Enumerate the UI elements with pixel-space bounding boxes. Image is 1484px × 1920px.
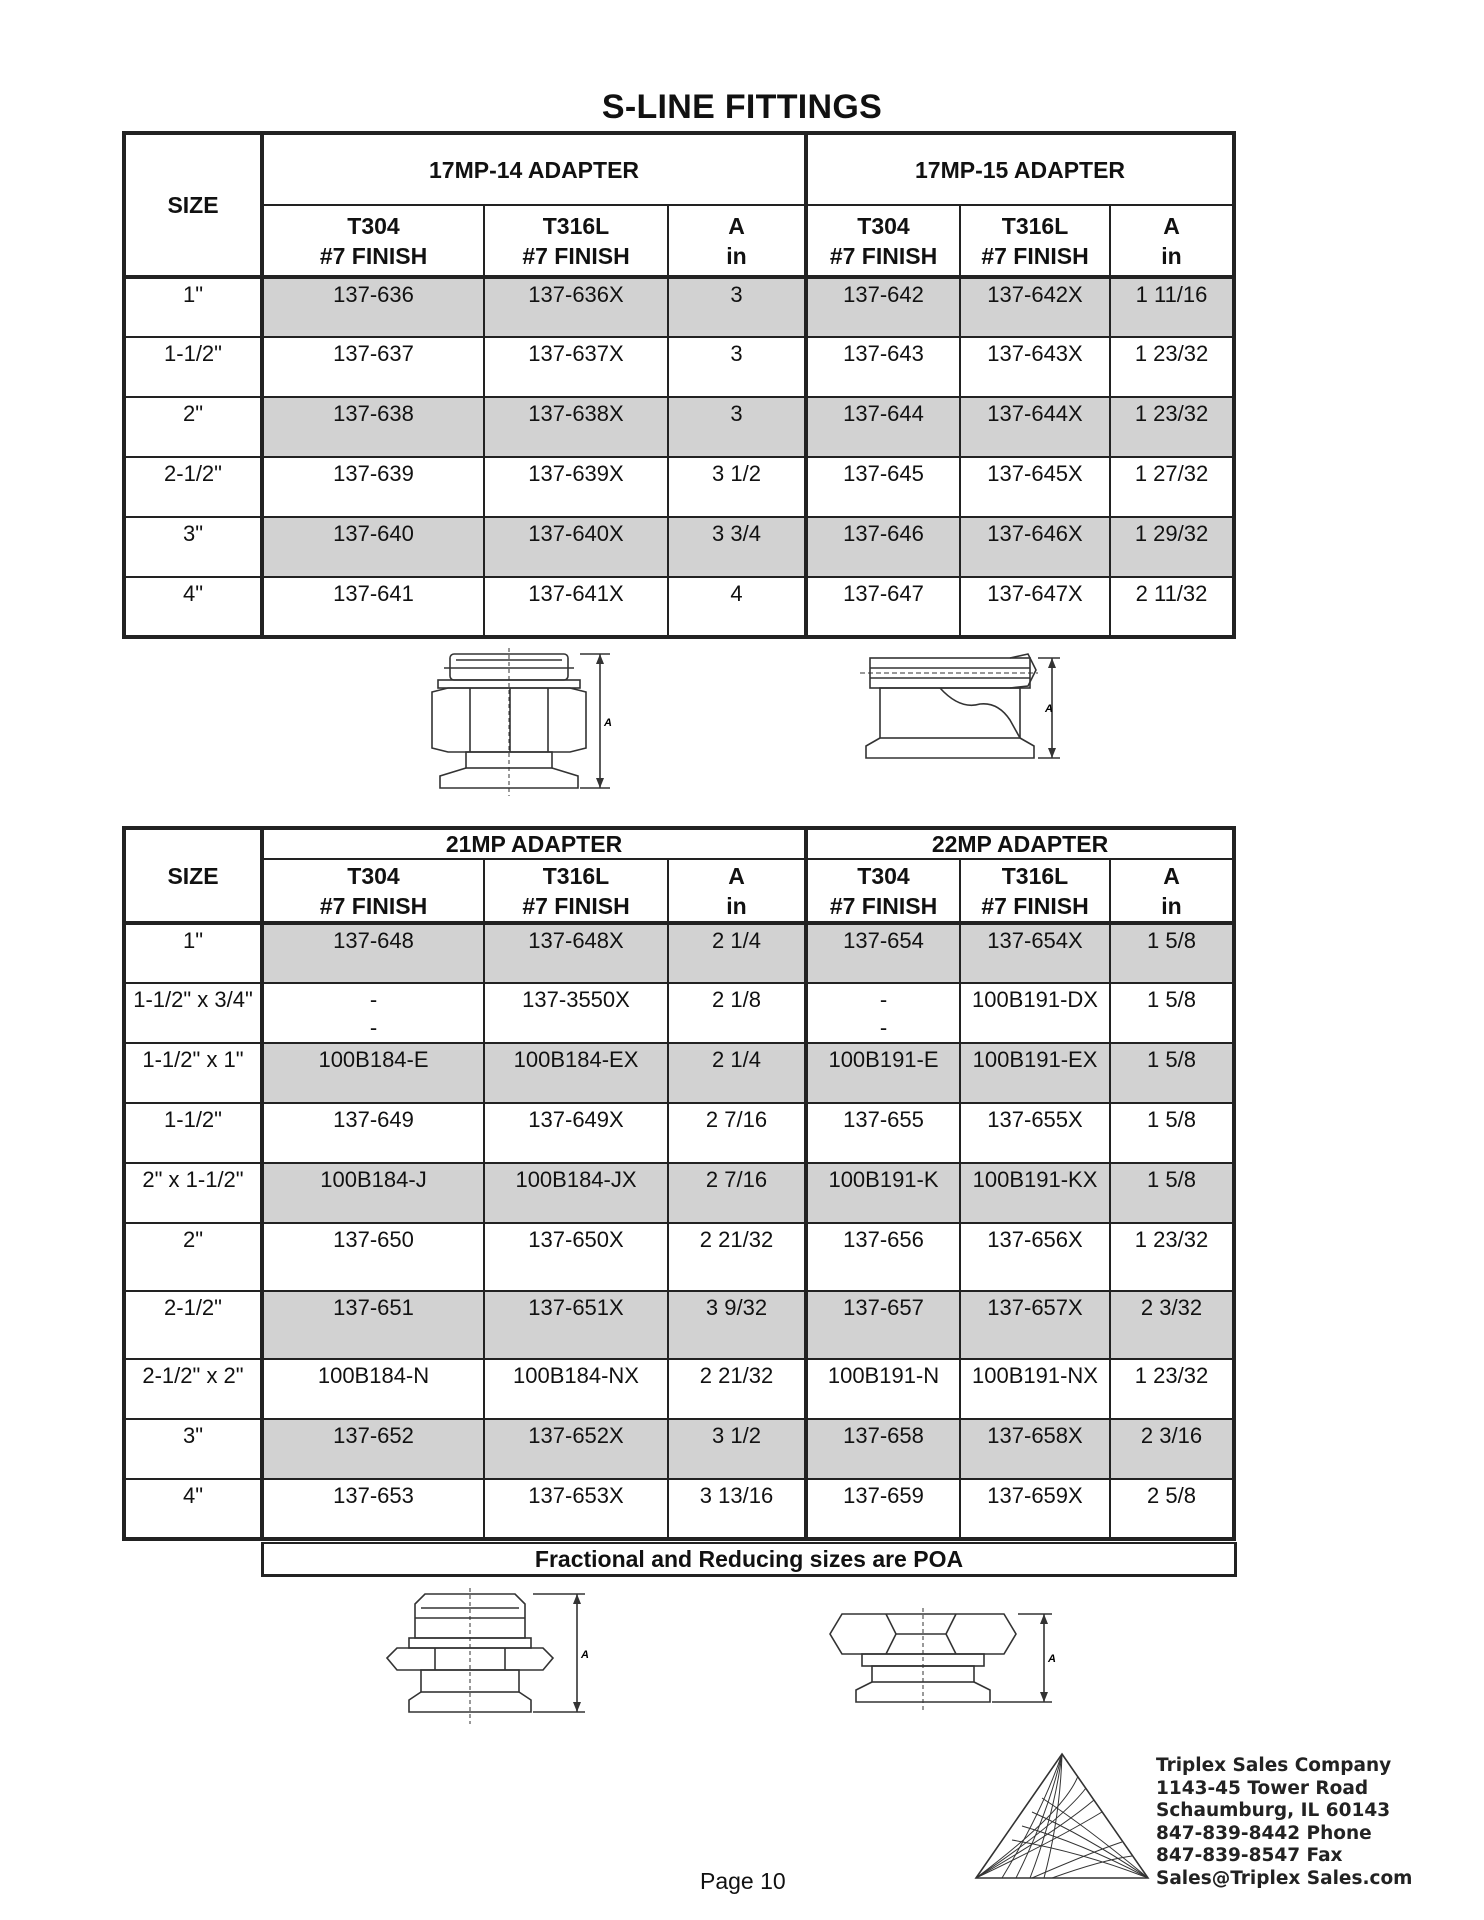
table-cell: 137-650X: [484, 1223, 668, 1291]
table-cell: 137-642X: [960, 277, 1110, 337]
size-cell: 1-1/2" x 1": [124, 1043, 262, 1103]
table-cell: 2 1/4: [668, 923, 806, 983]
column-header: T316L #7 FINISH: [960, 205, 1110, 277]
table-cell: 137-644X: [960, 397, 1110, 457]
table-cell: 137-646: [806, 517, 960, 577]
column-header: A in: [668, 205, 806, 277]
table-row: [124, 1479, 1234, 1539]
table-cell: 1 5/8: [1110, 923, 1234, 983]
table-cell: 137-655: [806, 1103, 960, 1163]
table-cell: 3 13/16: [668, 1479, 806, 1539]
table-cell: 1 5/8: [1110, 1103, 1234, 1163]
table-cell: 2 7/16: [668, 1163, 806, 1223]
table-cell: 137-636: [262, 277, 484, 337]
table-cell: 2 7/16: [668, 1103, 806, 1163]
table-cell: 1 11/16: [1110, 277, 1234, 337]
table-cell: 100B184-E: [262, 1043, 484, 1103]
table-cell: 137-654: [806, 923, 960, 983]
table-row: [124, 577, 1234, 637]
table-cell: 2 3/16: [1110, 1419, 1234, 1479]
size-cell: 2": [124, 1223, 262, 1291]
table-cell: 137-639X: [484, 457, 668, 517]
table-cell: 1 23/32: [1110, 337, 1234, 397]
table-row: [124, 1223, 1234, 1291]
table-cell: 100B184-N: [262, 1359, 484, 1419]
table-cell: 137-645X: [960, 457, 1110, 517]
table-cell: 137-647X: [960, 577, 1110, 637]
svg-text:A: A: [1048, 1653, 1056, 1665]
table-cell: 1 23/32: [1110, 1359, 1234, 1419]
table-cell: 2 3/32: [1110, 1291, 1234, 1359]
table-cell: 137-644: [806, 397, 960, 457]
table-row: [124, 1419, 1234, 1479]
size-header: SIZE: [124, 828, 262, 923]
svg-text:A: A: [604, 717, 612, 729]
table-cell: - -: [806, 983, 960, 1043]
column-header: T316L #7 FINISH: [484, 205, 668, 277]
size-cell: 1": [124, 277, 262, 337]
table-cell: 137-648: [262, 923, 484, 983]
svg-text:A: A: [581, 1649, 589, 1661]
size-header: SIZE: [124, 133, 262, 277]
triplex-logo-icon: [972, 1752, 1152, 1882]
size-cell: 2-1/2" x 2": [124, 1359, 262, 1419]
table-cell: 3 1/2: [668, 1419, 806, 1479]
company-address-line2: Schaumburg, IL 60143: [1156, 1800, 1391, 1821]
group-header-b: 22MP ADAPTER: [806, 828, 1234, 859]
page-title: S-LINE FITTINGS: [601, 88, 883, 126]
column-header: T304 #7 FINISH: [806, 859, 960, 923]
table-cell: 2 11/32: [1110, 577, 1234, 637]
table-row: [124, 1103, 1234, 1163]
table-21mp-22mp-adapters: [122, 826, 1236, 1541]
table-cell: 100B191-N: [806, 1359, 960, 1419]
table-cell: 100B191-DX: [960, 983, 1110, 1043]
column-header: T316L #7 FINISH: [484, 859, 668, 923]
table-cell: 137-655X: [960, 1103, 1110, 1163]
poa-footnote: Fractional and Reducing sizes are POA: [261, 1542, 1237, 1577]
table-cell: 4: [668, 577, 806, 637]
table-cell: 137-637: [262, 337, 484, 397]
table-cell: 3 3/4: [668, 517, 806, 577]
table-cell: 137-652X: [484, 1419, 668, 1479]
table-cell: 137-648X: [484, 923, 668, 983]
table-cell: 137-642: [806, 277, 960, 337]
table-row: [124, 1359, 1234, 1419]
size-cell: 4": [124, 577, 262, 637]
table-cell: 137-657: [806, 1291, 960, 1359]
page-number: Page 10: [700, 1868, 786, 1894]
table-row: [124, 1163, 1234, 1223]
table-cell: 1 5/8: [1110, 983, 1234, 1043]
column-header: T316L #7 FINISH: [960, 859, 1110, 923]
group-header-b: 17MP-15 ADAPTER: [806, 133, 1234, 205]
table-cell: 137-646X: [960, 517, 1110, 577]
company-phone: 847-839-8442 Phone: [1156, 1822, 1372, 1844]
table-cell: 137-3550X: [484, 983, 668, 1043]
table-cell: 1 5/8: [1110, 1043, 1234, 1103]
table-cell: 137-640: [262, 517, 484, 577]
table-row: [124, 923, 1234, 983]
size-cell: 1-1/2": [124, 1103, 262, 1163]
size-cell: 1": [124, 923, 262, 983]
table-cell: 137-651: [262, 1291, 484, 1359]
table-cell: 137-658: [806, 1419, 960, 1479]
company-name: Triplex Sales Company: [1156, 1755, 1392, 1776]
size-cell: 2": [124, 397, 262, 457]
table-row: [124, 277, 1234, 337]
column-header: T304 #7 FINISH: [262, 205, 484, 277]
table-cell: 137-656: [806, 1223, 960, 1291]
table-row: [124, 397, 1234, 457]
table-cell: 3 1/2: [668, 457, 806, 517]
size-cell: 2-1/2": [124, 1291, 262, 1359]
column-header: T304 #7 FINISH: [262, 859, 484, 923]
size-cell: 4": [124, 1479, 262, 1539]
table-cell: 137-638X: [484, 397, 668, 457]
table-cell: 137-641: [262, 577, 484, 637]
column-header: A in: [668, 859, 806, 923]
table-cell: 137-657X: [960, 1291, 1110, 1359]
size-cell: 1-1/2" x 3/4": [124, 983, 262, 1043]
17mp-15-adapter-drawing: [860, 650, 1070, 770]
table-cell: 100B191-E: [806, 1043, 960, 1103]
17mp-14-adapter-drawing: [430, 648, 630, 798]
table-cell: 100B184-JX: [484, 1163, 668, 1223]
table-row: [124, 1291, 1234, 1359]
table-cell: 137-645: [806, 457, 960, 517]
table-cell: 137-659X: [960, 1479, 1110, 1539]
company-address-line1: 1143-45 Tower Road: [1156, 1777, 1369, 1799]
table-cell: 2 1/4: [668, 1043, 806, 1103]
table-cell: 137-658X: [960, 1419, 1110, 1479]
table-cell: 3: [668, 397, 806, 457]
table-cell: 137-639: [262, 457, 484, 517]
column-header: A in: [1110, 859, 1234, 923]
table-cell: 137-647: [806, 577, 960, 637]
table-cell: 137-643: [806, 337, 960, 397]
table-row: [124, 337, 1234, 397]
table-cell: 100B184-EX: [484, 1043, 668, 1103]
group-header-a: 21MP ADAPTER: [262, 828, 806, 859]
size-cell: 2" x 1-1/2": [124, 1163, 262, 1223]
column-header: A in: [1110, 205, 1234, 277]
company-email: Sales@Triplex Sales.com: [1156, 1867, 1413, 1889]
table-cell: 100B191-KX: [960, 1163, 1110, 1223]
22mp-adapter-drawing: [826, 1608, 1066, 1718]
table-cell: 3: [668, 337, 806, 397]
table-cell: 137-659: [806, 1479, 960, 1539]
table-cell: 100B184-NX: [484, 1359, 668, 1419]
table-cell: 1 5/8: [1110, 1163, 1234, 1223]
table-cell: - -: [262, 983, 484, 1043]
table-cell: 100B184-J: [262, 1163, 484, 1223]
table-17mp-adapters: [122, 131, 1236, 639]
table-cell: 2 5/8: [1110, 1479, 1234, 1539]
size-cell: 3": [124, 1419, 262, 1479]
group-header-a: 17MP-14 ADAPTER: [262, 133, 806, 205]
column-header: T304 #7 FINISH: [806, 205, 960, 277]
svg-text:A: A: [1045, 703, 1053, 715]
table-cell: 1 23/32: [1110, 1223, 1234, 1291]
table-cell: 100B191-K: [806, 1163, 960, 1223]
table-row: [124, 983, 1234, 1043]
company-fax: 847-839-8547 Fax: [1156, 1845, 1343, 1866]
table-cell: 137-636X: [484, 277, 668, 337]
size-cell: 3": [124, 517, 262, 577]
company-info: [1156, 1755, 1412, 1890]
table-row: [124, 457, 1234, 517]
table-cell: 137-656X: [960, 1223, 1110, 1291]
table-cell: 137-641X: [484, 577, 668, 637]
table-cell: 137-649X: [484, 1103, 668, 1163]
table-cell: 137-649: [262, 1103, 484, 1163]
21mp-adapter-drawing: [385, 1588, 605, 1728]
table-row: [124, 1043, 1234, 1103]
table-cell: 137-640X: [484, 517, 668, 577]
table-cell: 100B191-EX: [960, 1043, 1110, 1103]
size-cell: 1-1/2": [124, 337, 262, 397]
table-cell: 137-652: [262, 1419, 484, 1479]
table-cell: 1 23/32: [1110, 397, 1234, 457]
table-cell: 100B191-NX: [960, 1359, 1110, 1419]
table-cell: 137-637X: [484, 337, 668, 397]
table-cell: 2 21/32: [668, 1223, 806, 1291]
table-cell: 2 1/8: [668, 983, 806, 1043]
table-cell: 137-650: [262, 1223, 484, 1291]
table-cell: 137-643X: [960, 337, 1110, 397]
table-row: [124, 517, 1234, 577]
table-cell: 3: [668, 277, 806, 337]
table-cell: 137-651X: [484, 1291, 668, 1359]
size-cell: 2-1/2": [124, 457, 262, 517]
table-cell: 2 21/32: [668, 1359, 806, 1419]
table-cell: 1 29/32: [1110, 517, 1234, 577]
table-cell: 137-653: [262, 1479, 484, 1539]
table-cell: 137-654X: [960, 923, 1110, 983]
table-cell: 137-638: [262, 397, 484, 457]
table-cell: 1 27/32: [1110, 457, 1234, 517]
table-cell: 137-653X: [484, 1479, 668, 1539]
table-cell: 3 9/32: [668, 1291, 806, 1359]
